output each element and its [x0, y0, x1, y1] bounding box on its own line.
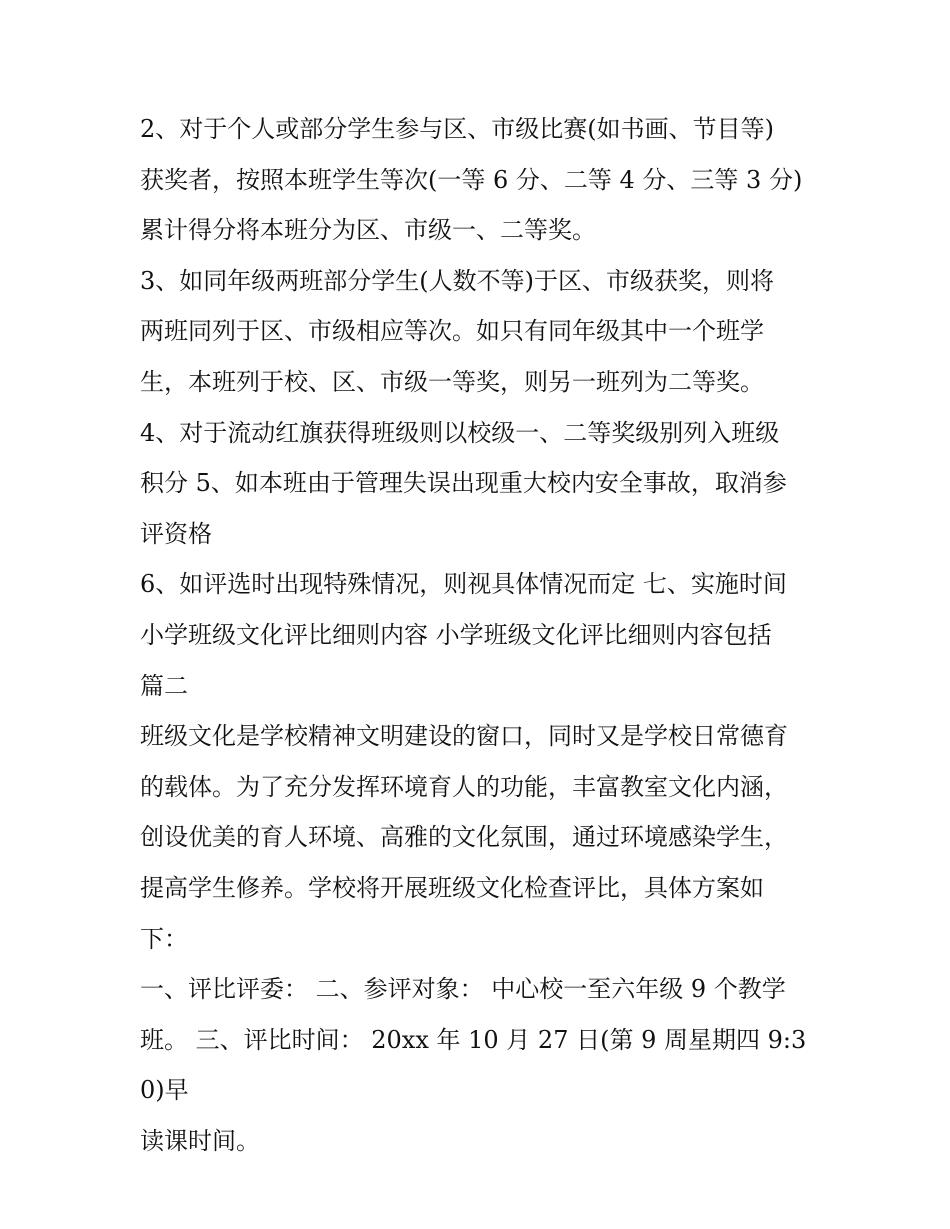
- paragraph-red-flag-safety: 4、对于流动红旗获得班级则以校级一、二等奖级别列入班级 积分 5、如本班由于管理失误出现重大校内安全事故，取消参 评资格: [140, 418, 787, 548]
- document-page: [140, 104, 820, 1166]
- paragraph-class-culture-intro: 班级文化是学校精神文明建设的窗口，同时又是学校日常德育 的载体。为了充分发挥环境育人的功能，丰富教室文化内涵， 创设优美的育人环境、高雅的文化氛围，通过环境感染学生， 提高学生修养。学校将开展班级文化检查评比，具体方案如 下：: [140, 722, 788, 953]
- paragraph-judges-targets-time: 一、评比评委： 二、参评对象： 中心校一至六年级 9 个教学 班。 三、评比时间： 20xx 年 10 月 27 日(第 9 周星期四 9:30)早 读课时间。: [140, 975, 807, 1155]
- paragraph-two-classes-same-grade: 3、如同年级两班部分学生(人数不等)于区、市级获奖，则将 两班同列于区、市级相应等次。如只有同年级其中一个班学 生，本班列于校、区、市级一等奖，则另一班列为二等奖。: [140, 266, 774, 396]
- paragraph-special-cases-heading: 6、如评选时出现特殊情况，则视具体情况而定 七、实施时间 小学班级文化评比细则内容 小学班级文化评比细则内容包括 篇二: [140, 570, 787, 700]
- paragraph-award-district-city: 2、对于个人或部分学生参与区、市级比赛(如书画、节目等) 获奖者，按照本班学生等次(一等 6 分、二等 4 分、三等 3 分) 累计得分将本班分为区、市级一、二等奖。: [140, 115, 803, 245]
